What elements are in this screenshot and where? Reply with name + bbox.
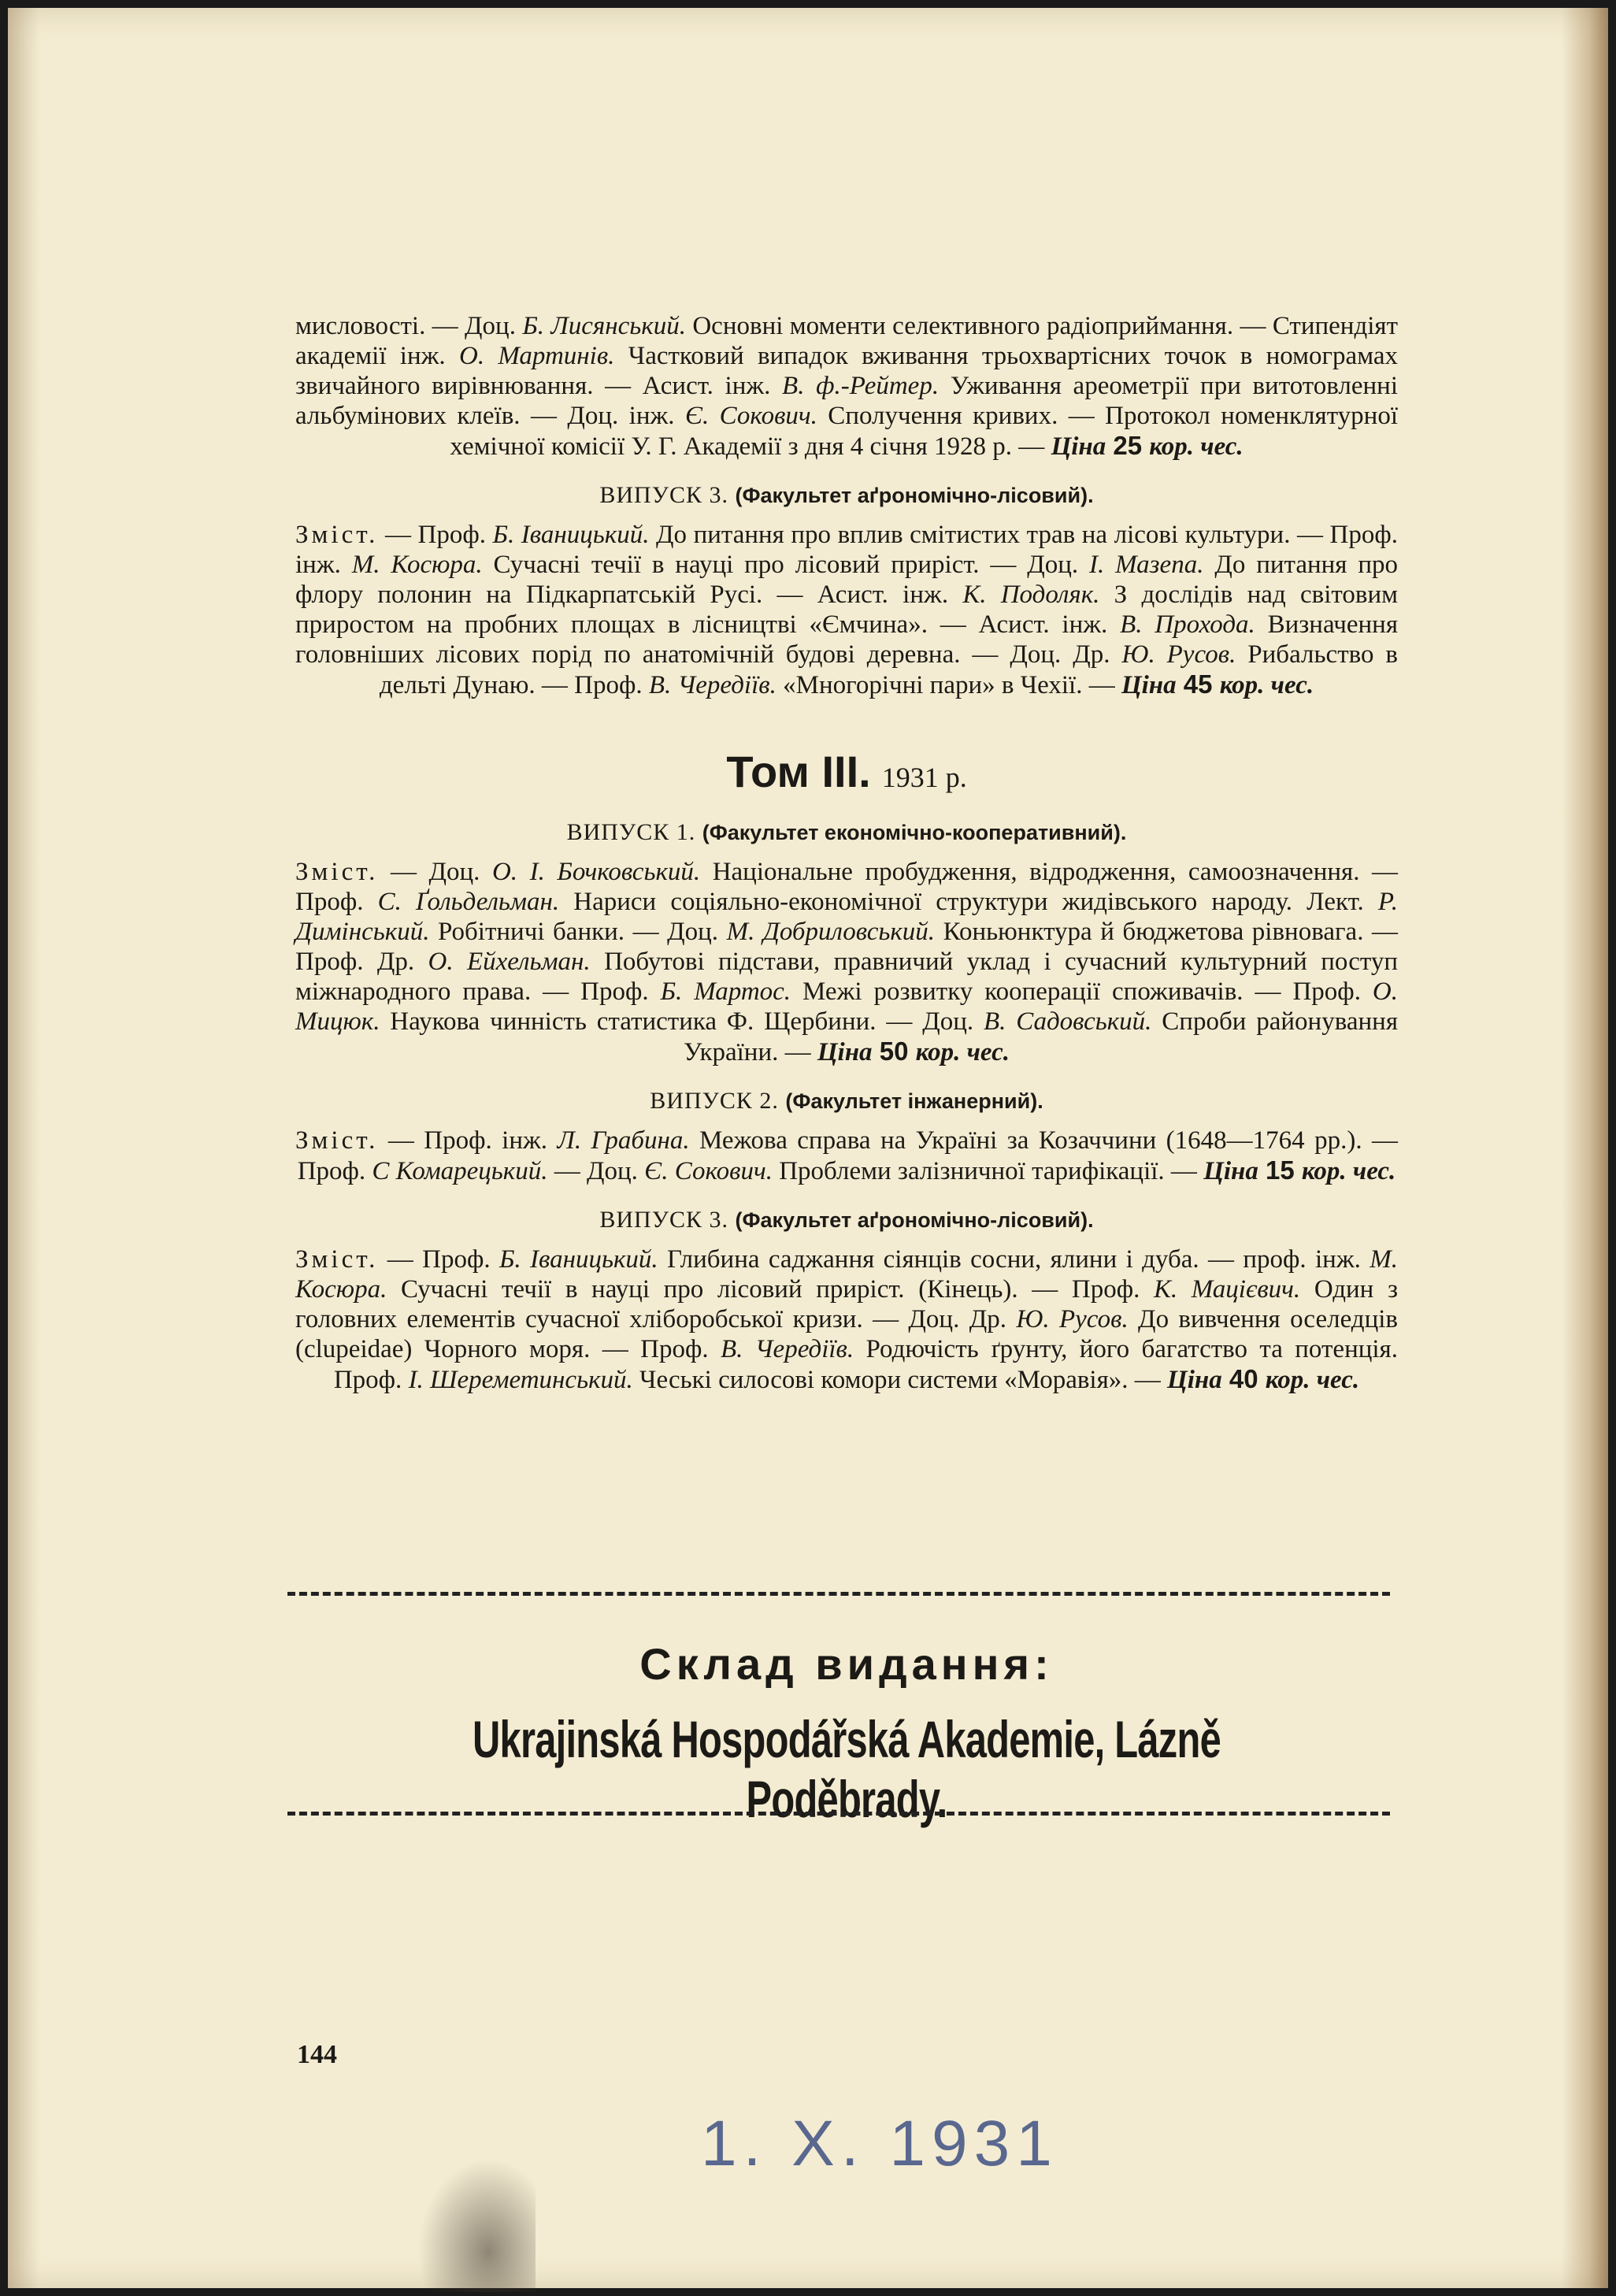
contents-label: Зміст. [295,858,379,886]
contents-label: Зміст. [295,521,379,549]
author-name: О. І. Бочковський. [491,858,701,886]
divider-top [287,1592,1390,1596]
author-name: К. Подоляк. [962,580,1100,609]
issue-heading [295,1088,1398,1115]
text-run: Основні моменти селективного радіоприймання. — Стипендіят академії інж. [295,312,1399,370]
text-run: Спроби районування України. — [683,1007,1399,1066]
text-run: Родючість ґрунту, його багатство та потенція. Проф. [333,1335,1398,1394]
divider-bottom [287,1812,1390,1816]
page-scan [8,8,1608,2288]
text-run: мисловості. — Доц. [295,312,523,340]
text-run: Частковий випадок вживання трьохвартісних точок в номограмах звичайного вирівнювання. — Асист. інж. [295,342,1399,400]
text-run: Робітничі банки. — Доц. [429,918,727,946]
smudge-mark [417,2158,536,2292]
author-name: В. Чередіїв. [648,671,776,699]
issue-number: ВИПУСК 1. [566,819,696,845]
price-currency: кор. чес. [1265,1366,1360,1394]
text-run: — Проф. [378,521,493,549]
author-name: О. Мицюк. [295,977,1399,1036]
issue-contents [295,857,1398,1067]
issue-faculty: (Факультет інжанерний). [785,1089,1043,1113]
text-run: — Проф. інж. [378,1126,558,1155]
author-name: С. Ґольдельман. [377,888,560,916]
text-run: Один з головних елементів сучасної хліборобської кризи. — Доц. Др. [295,1275,1398,1333]
issue-faculty: (Факультет економічно-кооперативний). [702,821,1127,844]
author-name: В. Садовський. [984,1007,1152,1036]
author-name: Л. Грабина. [557,1126,690,1155]
volume-heading [295,746,1398,797]
issue-contents [295,1126,1398,1186]
text-run: Межова справа на Україні за Козаччини (1648—1764 рр.). — Проф. [297,1126,1399,1185]
text-run: Уживання ареометрії при витотовленні альбумінових клеїв. — Доц. інж. [295,372,1398,430]
issue-faculty: (Факультет аґрономічно-лісовий). [735,1208,1094,1232]
volume-title: Том III. [726,747,871,796]
author-name: Б. Мартос. [660,977,791,1006]
publisher-name: Ukrajinská Hospodářská Akademie, Lázně Poděbrady. [473,1710,1221,1828]
contents-label: Зміст. [295,1245,379,1274]
text-run: Сучасні течії в науці про лісовий приріст. — Доц. [482,551,1090,579]
text-run: — Доц. [547,1157,645,1185]
text-run: Глибина саджання сіянців сосни, ялини і дуба. — проф. інж. [658,1245,1370,1274]
issue-number: ВИПУСК 2. [650,1088,779,1114]
text-run: Сучасні течії в науці про лісовий приріст. (Кінець). — Проф. [387,1275,1154,1304]
text-run: Національне пробудження, відродження, самоозначення. — Проф. [295,858,1398,916]
text-run: До вивчення оселедців (clupeidae) Чорного моря. — Проф. [295,1305,1398,1363]
author-name: М. Косюра. [351,551,483,579]
author-name: В. ф.-Рейтер. [782,372,940,400]
intro-paragraph [295,311,1398,462]
text-run: — Проф. [378,1245,499,1274]
text-run: Рибальство в дельті Дунаю. — Проф. [379,640,1398,699]
author-name: І. Шереметинський. [408,1366,633,1394]
author-name: Р. Димінський. [295,888,1398,946]
author-name: Б. Іваницький. [492,521,650,549]
page-edge-left [8,8,39,2288]
text-run: До питання про флору полонин на Підкарпатській Русі. — Асист. інж. [295,551,1399,609]
price-label: Ціна [1051,432,1106,461]
author-name: В. Чередіїв. [721,1335,854,1363]
publisher-label: Склад видання: [639,1639,1054,1689]
price-label: Ціна [1203,1157,1258,1185]
author-name: О. Ейхельман. [428,948,591,976]
text-run: До питання про вплив смітистих трав на лісові культури. — Проф. інж. [295,521,1398,579]
author-name: Ю. Русов. [1121,640,1236,669]
author-name: Є. Сокович. [684,402,817,430]
price-label: Ціна [1167,1366,1222,1394]
catalog-content [295,311,1398,1395]
volume-year: 1931 р. [881,762,967,793]
price-label: Ціна [817,1038,873,1066]
text-run: Нариси соціяльно-економічної структури жидівського народу. Лект. [559,888,1378,916]
issue-heading [295,819,1398,846]
text-run: Визначення головніших лісових порід по анатомічній будові деревна. — Доц. Др. [295,610,1399,669]
price-value: 50 [872,1037,916,1066]
text-run: Наукова чинність статистика Ф. Щербини. — Доц. [380,1007,984,1036]
issue-faculty: (Факультет аґрономічно-лісовий). [735,484,1094,507]
text-run: Коньюнктура й бюджетова рівновага. — Проф. Др. [295,918,1398,976]
author-name: С Комарецький. [372,1157,548,1185]
page-edge-right [1561,8,1608,2288]
text-run: Сполучення кривих. — Протокол номенклятурної хемічної комісії У. Г. Академії з дня 4 січня 1928 р. — [450,402,1399,461]
text-run: «Многорічні пари» в Чехії. — [776,671,1121,699]
author-name: Б. Лисянський. [522,312,686,340]
price-value: 15 [1258,1155,1302,1185]
issue-heading [295,482,1398,509]
price-label: Ціна [1121,671,1177,699]
contents-label: Зміст. [295,1126,379,1155]
price-value: 40 [1221,1364,1266,1393]
text-run: Чеські силосові комори системи «Моравія». — [632,1366,1168,1394]
text-run: Побутові підстави, правничий уклад і сучасний культурний поступ міжнародного права. — Проф. [295,948,1398,1006]
price-currency: кор. чес. [915,1038,1010,1066]
issue-number: ВИПУСК 3. [599,482,728,508]
price-currency: кор. чес. [1219,671,1314,699]
text-run: Межі розвитку кооперації споживачів. — Проф. [791,977,1373,1006]
price-value: 25 [1106,431,1150,460]
page-number: 144 [297,2040,337,2069]
author-name: Б. Іваницький. [499,1245,658,1274]
issue-contents [295,1244,1398,1395]
price-currency: кор. чес. [1149,432,1244,461]
author-name: Ю. Русов. [1016,1305,1129,1333]
author-name: М. Косюра. [295,1245,1398,1304]
author-name: М. Добриловський. [726,918,936,946]
author-name: І. Мазепа. [1089,551,1204,579]
issue-heading [295,1207,1398,1233]
text-run: З дослідів над світовим приростом на пробних площах в лісництві «Ємчина». — Асист. інж. [295,580,1398,639]
date-stamp: 1. X. 1931 [701,2108,1058,2179]
issue-number: ВИПУСК 3. [599,1207,728,1233]
author-name: В. Прохода. [1120,610,1255,639]
price-currency: кор. чес. [1301,1157,1396,1185]
author-name: Є. Сокович. [644,1157,773,1185]
issue-contents [295,520,1398,700]
price-value: 45 [1176,670,1220,699]
author-name: К. Мацієвич. [1153,1275,1301,1304]
author-name: О. Мартинів. [459,342,615,370]
text-run: Проблеми залізничної тарифікації. — [772,1157,1204,1185]
text-run: — Доц. [378,858,492,886]
